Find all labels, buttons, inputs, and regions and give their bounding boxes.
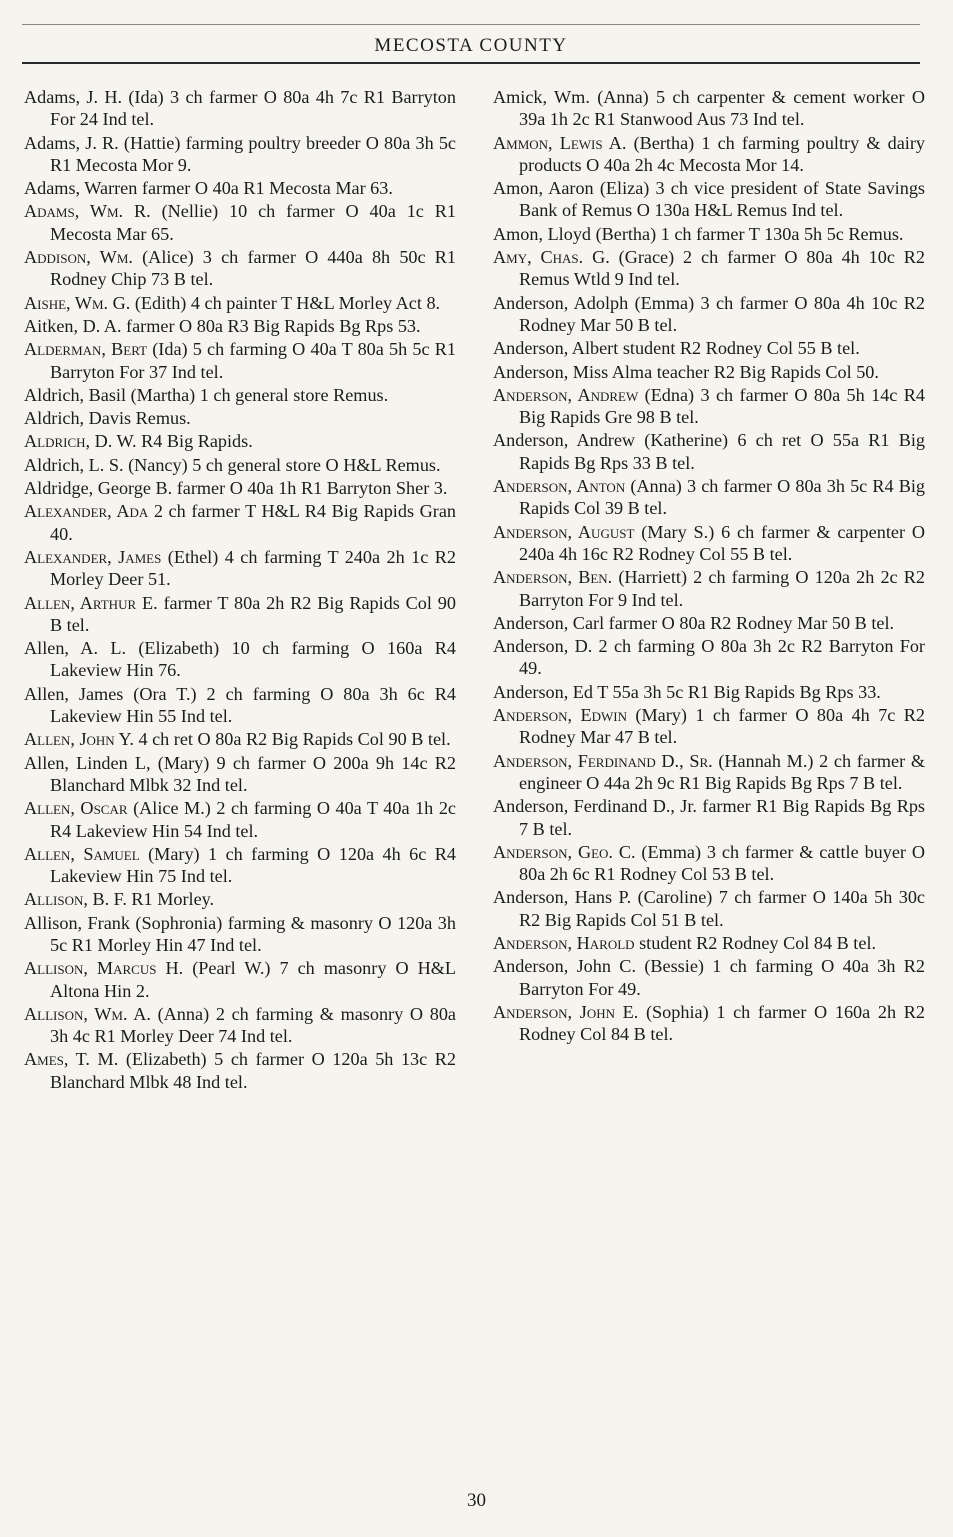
entry-name: Anderson, Ferdinand D., Jr.: [493, 796, 697, 817]
entry-details: (Ethel) 4 ch farming T 240a 2h 1c R2 Morley Deer 51.: [50, 546, 456, 590]
entry-details: (Hannah M.) 2 ch farmer & engineer O 44a 2h 9c R1 Big Rapids Bg Rps 7 B tel.: [519, 750, 925, 793]
entry-name: Aldrich, L. S.: [24, 454, 124, 475]
entry-details: student R2 Rodney Col 84 B tel.: [634, 932, 877, 953]
directory-entry: [24, 1003, 456, 1048]
entry-details: farmer T 80a 2h R2 Big Rapids Col 90 B tel.: [50, 592, 456, 635]
directory-entry: [24, 430, 456, 452]
entry-name: Allen, Samuel: [24, 843, 140, 864]
entry-name: Allen, A. L.: [24, 638, 127, 659]
entry-details: (Emma) 3 ch farmer O 80a 4h 10c R2 Rodney Mar 50 B tel.: [519, 292, 925, 335]
entry-name: Anderson, Andrew: [493, 384, 639, 405]
entry-name: Allison, B. F.: [24, 889, 127, 910]
entry-name: Allison, Marcus H.: [24, 958, 184, 979]
directory-entry: [24, 752, 456, 797]
directory-entry: [493, 932, 925, 954]
entry-name: Adams, J. H.: [24, 87, 123, 107]
entry-name: Alexander, Ada: [24, 501, 149, 522]
entry-details: R1 Morley.: [126, 889, 215, 910]
directory-entry: [24, 454, 456, 476]
entry-details: farmer O 40a R1 Mecosta Mar 63.: [137, 178, 393, 199]
entry-name: Allen, Linden L,: [24, 752, 151, 773]
directory-entry: [493, 795, 925, 840]
entry-details: (Hattie) farming poultry breeder O 80a 3h 5c R1 Mecosta Mor 9.: [50, 132, 456, 175]
directory-entry: [24, 1048, 456, 1093]
entry-details: (Sophronia) farming & masonry O 120a 3h 5c R1 Morley Hin 47 Ind tel.: [50, 912, 456, 955]
directory-entry: [24, 407, 456, 429]
entry-details: (Mary) 9 ch farmer O 200a 9h 14c R2 Blanchard Mlbk 32 Ind tel.: [50, 752, 456, 795]
entry-details: farmer O 80a R2 Rodney Mar 50 B tel.: [604, 612, 895, 633]
entry-name: Anderson, Geo. C.: [493, 841, 636, 862]
directory-entry: [24, 683, 456, 728]
entry-details: (Katherine) 6 ch ret O 55a R1 Big Rapids Bg Rps 33 B tel.: [519, 430, 925, 473]
directory-entry: [493, 1001, 925, 1046]
entry-details: (Ora T.) 2 ch farming O 80a 3h 6c R4 Lakeview Hin 55 Ind tel.: [50, 683, 456, 727]
directory-entry: [493, 384, 925, 429]
directory-entry: [24, 315, 456, 337]
directory-entry: [24, 200, 456, 245]
entry-name: Alderman, Bert: [24, 339, 148, 360]
entry-details: (Alice M.) 2 ch farming O 40a T 40a 1h 2c R4 Lakeview Hin 54 Ind tel.: [50, 798, 456, 841]
directory-entry: [493, 292, 925, 337]
page-header: [22, 24, 920, 64]
entry-name: Anderson, Edwin: [493, 705, 627, 726]
directory-entry: [493, 86, 925, 131]
directory-entry: [24, 177, 456, 199]
entry-details: (Ida) 5 ch farming O 40a T 80a 5h 5c R1 Barryton For 37 Ind tel.: [50, 339, 456, 382]
directory-entry: [24, 637, 456, 682]
entry-name: Amon, Aaron: [493, 178, 594, 199]
entry-name: Aitken, D. A.: [24, 315, 122, 336]
entry-name: Adams, Warren: [24, 178, 138, 199]
directory-entry: [24, 500, 456, 545]
entry-details: farmer R1 Big Rapids Bg Rps 7 B tel.: [519, 796, 925, 839]
entry-details: (Eliza) 3 ch vice president of State Savings Bank of Remus O 130a H&L Remus Ind tel.: [519, 178, 925, 221]
entry-details: T 55a 3h 5c R1 Big Rapids Bg Rps 33.: [593, 681, 881, 702]
entry-details: (Mary) 1 ch farmer O 80a 4h 7c R2 Rodney Mar 47 B tel.: [519, 705, 926, 748]
entry-name: Aldrich, Davis: [24, 408, 132, 429]
entry-details: (Mary S.) 6 ch farmer & carpenter O 240a 4h 16c R2 Rodney Col 55 B tel.: [519, 521, 925, 564]
entry-name: Aishe, Wm. G.: [24, 292, 131, 313]
entry-details: (Anna) 2 ch farming & masonry O 80a 3h 4c R1 Morley Deer 74 Ind tel.: [50, 1003, 456, 1047]
entry-details: R4 Big Rapids.: [136, 431, 253, 452]
entry-details: teacher R2 Big Rapids Col 50.: [652, 361, 879, 382]
entry-details: (Elizabeth) 5 ch farmer O 120a 5h 13c R2 Blanchard Mlbk 48 Ind tel.: [50, 1049, 457, 1092]
entry-details: farmer O 80a R3 Big Rapids Bg Rps 53.: [121, 315, 421, 336]
entry-details: (Mary) 1 ch farming O 120a 4h 6c R4 Lakeview Hin 75 Ind tel.: [50, 843, 456, 887]
entry-name: Anderson, Ed: [493, 681, 594, 702]
entry-name: Amick, Wm.: [493, 87, 590, 107]
entry-name: Alexander, James: [24, 546, 162, 567]
directory-entry: [493, 475, 925, 520]
entry-name: Anderson, D.: [493, 636, 593, 657]
entry-details: (Anna) 3 ch farmer O 80a 3h 5c R4 Big Rapids Col 39 B tel.: [519, 476, 926, 519]
entry-details: (Ida) 3 ch farmer O 80a 4h 7c R1 Barryton For 24 Ind tel.: [50, 87, 456, 130]
entry-name: Anderson, Ben.: [493, 567, 613, 588]
entry-details: farmer O 40a 1h R1 Barryton Sher 3.: [172, 478, 448, 499]
entry-details: Remus.: [131, 408, 191, 429]
directory-entry: [24, 728, 456, 750]
entry-details: 2 ch farming O 80a 3h 2c R2 Barryton For 49.: [519, 636, 925, 679]
directory-entry: [24, 797, 456, 842]
entry-name: Amy, Chas. G.: [493, 247, 610, 268]
entry-name: Anderson, August: [493, 521, 635, 542]
directory-entry: [24, 957, 456, 1002]
directory-entry: [24, 546, 456, 591]
entry-details: (Emma) 3 ch farmer & cattle buyer O 80a 2h 6c R1 Rodney Col 53 B tel.: [519, 841, 926, 885]
directory-entry: [493, 612, 925, 634]
entry-name: Anderson, Harold: [493, 932, 635, 953]
entry-details: (Anna) 5 ch carpenter & cement worker O 39a 1h 2c R1 Stanwood Aus 73 Ind tel.: [519, 87, 925, 130]
entry-name: Anderson, Adolph: [493, 292, 629, 313]
directory-entry: [24, 477, 456, 499]
entry-name: Aldridge, George B.: [24, 478, 173, 499]
entry-name: Anderson, Ferdinand D., Sr.: [493, 750, 713, 771]
directory-entry: [493, 223, 925, 245]
page-number: 30: [467, 1490, 486, 1511]
directory-entry: [24, 384, 456, 406]
entry-details: (Harriett) 2 ch farming O 120a 2h 2c R2 Barryton For 9 Ind tel.: [519, 567, 925, 610]
entry-details: (Nellie) 10 ch farmer O 40a 1c R1 Mecosta Mar 65.: [50, 201, 456, 244]
entry-name: Anderson, Miss Alma: [493, 361, 653, 382]
entry-details: (Bessie) 1 ch farming O 40a 3h R2 Barryton For 49.: [519, 956, 925, 999]
entry-name: Allen, James: [24, 683, 124, 704]
entry-name: Anderson, Anton: [493, 476, 626, 497]
directory-entry: [24, 86, 456, 131]
entry-details: 4 ch ret O 80a R2 Big Rapids Col 90 B tel.: [133, 729, 451, 750]
entry-details: (Sophia) 1 ch farmer O 160a 2h R2 Rodney Col 84 B tel.: [519, 1001, 925, 1045]
entry-name: Adams, Wm. R.: [24, 201, 151, 222]
page-title: MECOSTA COUNTY: [374, 35, 568, 56]
entry-details: (Martha) 1 ch general store Remus.: [126, 384, 389, 405]
directory-entry: [493, 635, 925, 680]
entry-name: Addison, Wm.: [24, 247, 133, 268]
entry-details: (Bertha) 1 ch farmer T 130a 5h 5c Remus.: [591, 223, 904, 244]
directory-entry: [24, 292, 456, 314]
directory-entry: [493, 841, 925, 886]
entry-details: (Edith) 4 ch painter T H&L Morley Act 8.: [130, 292, 441, 313]
directory-entry: [493, 704, 925, 749]
directory-entry: [24, 912, 456, 957]
left-column: [24, 86, 456, 1094]
directory-entry: [493, 521, 925, 566]
entry-name: Anderson, John E.: [493, 1001, 639, 1022]
directory-entry: [24, 132, 456, 177]
directory-entry: [493, 361, 925, 383]
directory-entry: [493, 132, 925, 177]
entry-name: Allen, Oscar: [24, 798, 128, 819]
entry-details: (Caroline) 7 ch farmer O 140a 5h 30c R2 Big Rapids Col 51 B tel.: [519, 887, 925, 930]
entry-name: Amon, Lloyd: [493, 223, 592, 244]
entry-details: 2 ch farmer T H&L R4 Big Rapids Gran 40.: [50, 501, 456, 544]
directory-entry: [493, 177, 925, 222]
entry-name: Aldrich, Basil: [24, 384, 127, 405]
directory-entry: [493, 246, 925, 291]
directory-entry: [493, 429, 925, 474]
directory-entry: [24, 338, 456, 383]
entry-details: (Grace) 2 ch farmer O 80a 4h 10c R2 Remus Wtld 9 Ind tel.: [519, 247, 926, 290]
entry-name: Ames, T. M.: [24, 1049, 119, 1070]
entry-details: (Pearl W.) 7 ch masonry O H&L Altona Hin 2.: [50, 958, 456, 1001]
directory-entry: [24, 843, 456, 888]
entry-name: Anderson, Albert: [493, 338, 619, 359]
entry-name: Anderson, Andrew: [493, 430, 636, 451]
directory-entry: [493, 750, 925, 795]
entry-name: Allison, Frank: [24, 912, 130, 933]
entry-name: Adams, J. R.: [24, 132, 119, 153]
entry-name: Aldrich, D. W.: [24, 431, 137, 452]
directory-entry: [493, 886, 925, 931]
entry-details: (Edna) 3 ch farmer O 80a 5h 14c R4 Big Rapids Gre 98 B tel.: [519, 384, 925, 428]
entry-name: Ammon, Lewis A.: [493, 132, 627, 153]
entry-details: (Bertha) 1 ch farming poultry & dairy products O 40a 2h 4c Mecosta Mor 14.: [519, 132, 926, 175]
directory-entry: [24, 592, 456, 637]
entry-name: Anderson, Carl: [493, 612, 605, 633]
entry-name: Allen, John Y.: [24, 729, 134, 750]
entry-name: Anderson, Hans P.: [493, 887, 632, 908]
entry-details: (Alice) 3 ch farmer O 440a 8h 50c R1 Rodney Chip 73 B tel.: [50, 247, 456, 290]
directory-entry: [493, 955, 925, 1000]
entry-details: (Elizabeth) 10 ch farming O 160a R4 Lakeview Hin 76.: [50, 638, 456, 681]
directory-entry: [24, 888, 456, 910]
entry-name: Allen, Arthur E.: [24, 592, 158, 613]
directory-entry: [493, 566, 925, 611]
entry-name: Anderson, John C.: [493, 956, 636, 977]
entry-details: (Nancy) 5 ch general store O H&L Remus.: [123, 454, 441, 475]
entry-name: Allison, Wm. A.: [24, 1003, 151, 1024]
right-column: [493, 86, 925, 1046]
entry-details: student R2 Rodney Col 55 B tel.: [618, 338, 860, 359]
directory-entry: [493, 681, 925, 703]
directory-entry: [493, 337, 925, 359]
directory-entry: [24, 246, 456, 291]
